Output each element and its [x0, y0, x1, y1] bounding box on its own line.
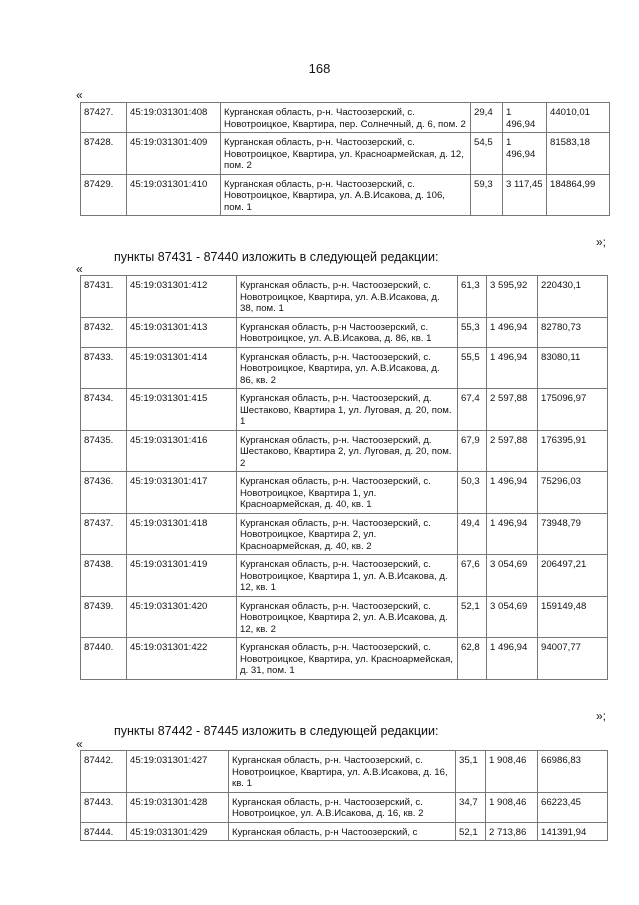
item-number-cell: 87444. [81, 822, 127, 841]
cadastral-number-cell: 45:19:031301:420 [127, 596, 237, 638]
address-cell: Курганская область, р-н. Частоозерский, с. Новотроицкое, Квартира 2, ул. Красноармейская, д. 40, кв. 2 [237, 513, 458, 555]
table-row [81, 347, 608, 389]
table-row [81, 103, 610, 133]
rate-cell: 1 496,94 [487, 638, 538, 680]
cadastral-number-cell: 45:19:031301:415 [127, 389, 237, 431]
open-quote: « [76, 88, 83, 102]
table-row [81, 596, 608, 638]
section-heading-87442-87445: пункты 87442 - 87445 изложить в следующей редакции: [114, 724, 439, 738]
cadastral-number-cell: 45:19:031301:429 [127, 822, 229, 841]
value-cell: 83080,11 [538, 347, 608, 389]
area-cell: 50,3 [458, 472, 487, 514]
cadastral-number-cell: 45:19:031301:428 [127, 792, 229, 822]
rate-cell: 2 597,88 [487, 389, 538, 431]
area-cell: 67,6 [458, 555, 487, 597]
area-cell: 61,3 [458, 276, 487, 318]
item-number-cell: 87428. [81, 133, 127, 175]
cadastral-number-cell: 45:19:031301:408 [127, 103, 221, 133]
cadastral-number-cell: 45:19:031301:413 [127, 317, 237, 347]
cadastral-number-cell: 45:19:031301:414 [127, 347, 237, 389]
address-cell: Курганская область, р-н. Частоозерский, с. Новотроицкое, ул. А.В.Исакова, д. 16, кв. 2 [229, 792, 456, 822]
item-number-cell: 87435. [81, 430, 127, 472]
rate-cell: 1 496,94 [487, 347, 538, 389]
table-row [81, 276, 608, 318]
address-cell: Курганская область, р-н. Частоозерский, д. Шестаково, Квартира 1, ул. Луговая, д. 20, пом. 1 [237, 389, 458, 431]
area-cell: 55,5 [458, 347, 487, 389]
cadastral-number-cell: 45:19:031301:419 [127, 555, 237, 597]
table-row [81, 792, 608, 822]
value-cell: 206497,21 [538, 555, 608, 597]
item-number-cell: 87432. [81, 317, 127, 347]
value-cell: 159149,48 [538, 596, 608, 638]
address-cell: Курганская область, р-н. Частоозерский, с. Новотроицкое, Квартира, ул. Красноармейская, д. 12, пом. 2 [221, 133, 471, 175]
cadastral-number-cell: 45:19:031301:412 [127, 276, 237, 318]
rate-cell: 3 054,69 [487, 555, 538, 597]
cadastral-number-cell: 45:19:031301:410 [127, 174, 221, 216]
item-number-cell: 87439. [81, 596, 127, 638]
page-number: 168 [308, 61, 331, 76]
table-row [81, 174, 610, 216]
cadastral-number-cell: 45:19:031301:409 [127, 133, 221, 175]
cadastral-number-cell: 45:19:031301:422 [127, 638, 237, 680]
item-number-cell: 87431. [81, 276, 127, 318]
rate-cell: 1 496,94 [487, 317, 538, 347]
rate-cell: 1 496,94 [503, 103, 547, 133]
section-heading-87431-87440: пункты 87431 - 87440 изложить в следующей редакции: [114, 250, 439, 264]
value-cell: 184864,99 [547, 174, 610, 216]
cadastral-number-cell: 45:19:031301:416 [127, 430, 237, 472]
area-cell: 67,9 [458, 430, 487, 472]
area-cell: 55,3 [458, 317, 487, 347]
area-cell: 49,4 [458, 513, 487, 555]
table-row [81, 389, 608, 431]
value-cell: 175096,97 [538, 389, 608, 431]
table-row [81, 472, 608, 514]
address-cell: Курганская область, р-н Частоозерский, с [229, 822, 456, 841]
item-number-cell: 87429. [81, 174, 127, 216]
table-row [81, 751, 608, 793]
table-row [81, 513, 608, 555]
rate-cell: 1 496,94 [487, 513, 538, 555]
table-section-2 [80, 275, 608, 680]
address-cell: Курганская область, р-н. Частоозерский, с. Новотроицкое, Квартира, ул. Красноармейская, д. 31, пом. 1 [237, 638, 458, 680]
item-number-cell: 87436. [81, 472, 127, 514]
area-cell: 52,1 [458, 596, 487, 638]
value-cell: 44010,01 [547, 103, 610, 133]
table-row [81, 822, 608, 841]
area-cell: 59,3 [471, 174, 503, 216]
table-section-3 [80, 750, 608, 841]
address-cell: Курганская область, р-н. Частоозерский, с. Новотроицкое, Квартира 1, ул. А.В.Исакова, д. 12, кв. 1 [237, 555, 458, 597]
value-cell: 81583,18 [547, 133, 610, 175]
value-cell: 73948,79 [538, 513, 608, 555]
value-cell: 220430,1 [538, 276, 608, 318]
rate-cell: 1 496,94 [503, 133, 547, 175]
address-cell: Курганская область, р-н. Частоозерский, с. Новотроицкое, Квартира, ул. А.В.Исакова, д. 106, пом. 1 [221, 174, 471, 216]
item-number-cell: 87438. [81, 555, 127, 597]
close-quote: »; [596, 709, 607, 723]
rate-cell: 2 597,88 [487, 430, 538, 472]
cadastral-number-cell: 45:19:031301:427 [127, 751, 229, 793]
table-row [81, 430, 608, 472]
item-number-cell: 87437. [81, 513, 127, 555]
item-number-cell: 87434. [81, 389, 127, 431]
open-quote: « [76, 737, 83, 751]
address-cell: Курганская область, р-н. Частоозерский, с. Новотроицкое, Квартира, пер. Солнечный, д. 6, пом. 2 [221, 103, 471, 133]
address-cell: Курганская область, р-н. Частоозерский, с. Новотроицкое, Квартира, ул. А.В.Исакова, д. 86, кв. 2 [237, 347, 458, 389]
rate-cell: 2 713,86 [486, 822, 538, 841]
address-cell: Курганская область, р-н. Частоозерский, с. Новотроицкое, Квартира 1, ул. Красноармейская, д. 40, кв. 1 [237, 472, 458, 514]
table-row [81, 555, 608, 597]
item-number-cell: 87433. [81, 347, 127, 389]
item-number-cell: 87427. [81, 103, 127, 133]
rate-cell: 1 908,46 [486, 751, 538, 793]
address-cell: Курганская область, р-н. Частоозерский, с. Новотроицкое, Квартира, ул. А.В.Исакова, д. 16, кв. 1 [229, 751, 456, 793]
item-number-cell: 87442. [81, 751, 127, 793]
address-cell: Курганская область, р-н. Частоозерский, с. Новотроицкое, Квартира, ул. А.В.Исакова, д. 38, пом. 1 [237, 276, 458, 318]
value-cell: 82780,73 [538, 317, 608, 347]
value-cell: 94007,77 [538, 638, 608, 680]
cadastral-number-cell: 45:19:031301:417 [127, 472, 237, 514]
value-cell: 176395,91 [538, 430, 608, 472]
item-number-cell: 87440. [81, 638, 127, 680]
area-cell: 52,1 [456, 822, 486, 841]
area-cell: 62,8 [458, 638, 487, 680]
rate-cell: 1 496,94 [487, 472, 538, 514]
area-cell: 34,7 [456, 792, 486, 822]
value-cell: 66986,83 [538, 751, 608, 793]
rate-cell: 1 908,46 [486, 792, 538, 822]
area-cell: 35,1 [456, 751, 486, 793]
item-number-cell: 87443. [81, 792, 127, 822]
value-cell: 75296,03 [538, 472, 608, 514]
area-cell: 67,4 [458, 389, 487, 431]
cadastral-number-cell: 45:19:031301:418 [127, 513, 237, 555]
close-quote: »; [596, 235, 607, 249]
address-cell: Курганская область, р-н Частоозерский, с. Новотроицкое, ул. А.В.Исакова, д. 86, кв. 1 [237, 317, 458, 347]
table-row [81, 133, 610, 175]
rate-cell: 3 054,69 [487, 596, 538, 638]
rate-cell: 3 595,92 [487, 276, 538, 318]
value-cell: 141391,94 [538, 822, 608, 841]
rate-cell: 3 117,45 [503, 174, 547, 216]
table-row [81, 317, 608, 347]
table-row [81, 638, 608, 680]
area-cell: 54,5 [471, 133, 503, 175]
address-cell: Курганская область, р-н. Частоозерский, д. Шестаково, Квартира 2, ул. Луговая, д. 20, пом. 2 [237, 430, 458, 472]
table-section-1 [80, 102, 610, 216]
value-cell: 66223,45 [538, 792, 608, 822]
open-quote: « [76, 262, 83, 276]
address-cell: Курганская область, р-н. Частоозерский, с. Новотроицкое, Квартира 2, ул. А.В.Исакова, д. 12, кв. 2 [237, 596, 458, 638]
area-cell: 29,4 [471, 103, 503, 133]
